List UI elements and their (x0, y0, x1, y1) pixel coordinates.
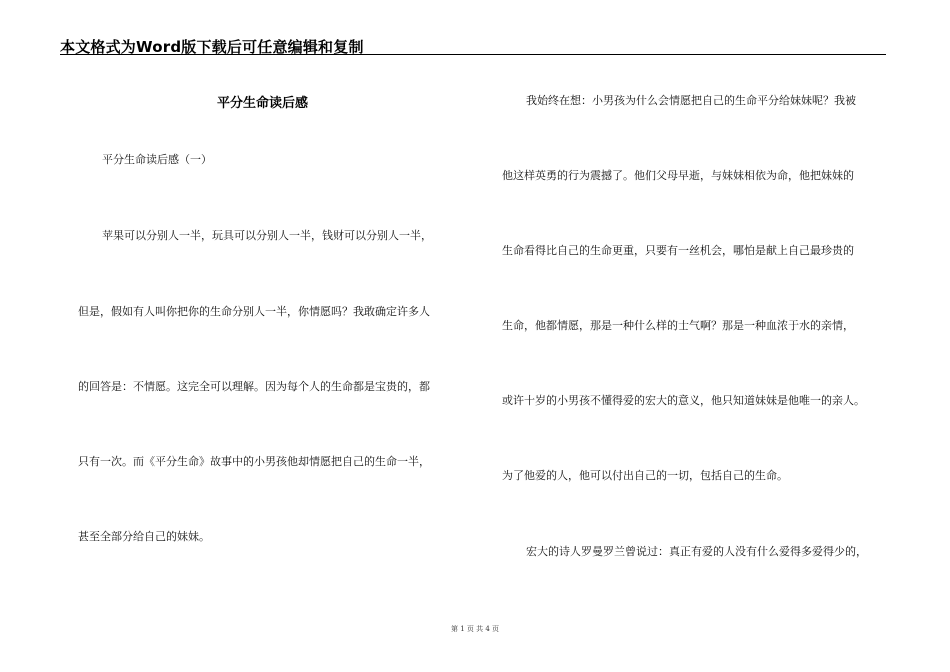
document-header-title: 本文格式为Word版下载后可任意编辑和复制 (60, 38, 364, 56)
paragraph-line: 的回答是：不情愿。这完全可以理解。因为每个人的生命都是宝贵的，都 (78, 380, 430, 393)
paragraph-line: 但是，假如有人叫你把你的生命分别人一半，你情愿吗？我敢确定许多人 (78, 305, 430, 318)
paragraph-line: 生命看得比自己的生命更重，只要有一丝机会，哪怕是献上自己最珍贵的 (502, 244, 854, 257)
paragraph-line: 我始终在想：小男孩为什么会情愿把自己的生命平分给妹妹呢？我被 (526, 94, 856, 107)
paragraph-line: 他这样英勇的行为震撼了。他们父母早逝，与妹妹相依为命，他把妹妹的 (502, 169, 854, 182)
paragraph-line: 甚至全部分给自己的妹妹。 (78, 530, 210, 543)
page-number-footer: 第 1 页 共 4 页 (450, 625, 500, 633)
subtitle-line: 平分生命读后感（一） (102, 153, 212, 166)
document-title: 平分生命读后感 (216, 96, 308, 111)
paragraph-line: 或许十岁的小男孩不懂得爱的宏大的意义，他只知道妹妹是他唯一的亲人。 (502, 394, 865, 407)
paragraph-line: 苹果可以分别人一半，玩具可以分别人一半，钱财可以分别人一半， (102, 229, 432, 242)
paragraph-line: 生命，他都情愿，那是一种什么样的士气啊？那是一种血浓于水的亲情， (502, 319, 854, 332)
paragraph-line: 宏大的诗人罗曼罗兰曾说过：真正有爱的人没有什么爱得多爱得少的， (526, 545, 867, 558)
paragraph-line: 为了他爱的人，他可以付出自己的一切，包括自己的生命。 (502, 469, 788, 482)
paragraph-line: 只有一次。而《平分生命》故事中的小男孩他却情愿把自己的生命一半， (78, 455, 430, 468)
header-divider (60, 54, 886, 55)
